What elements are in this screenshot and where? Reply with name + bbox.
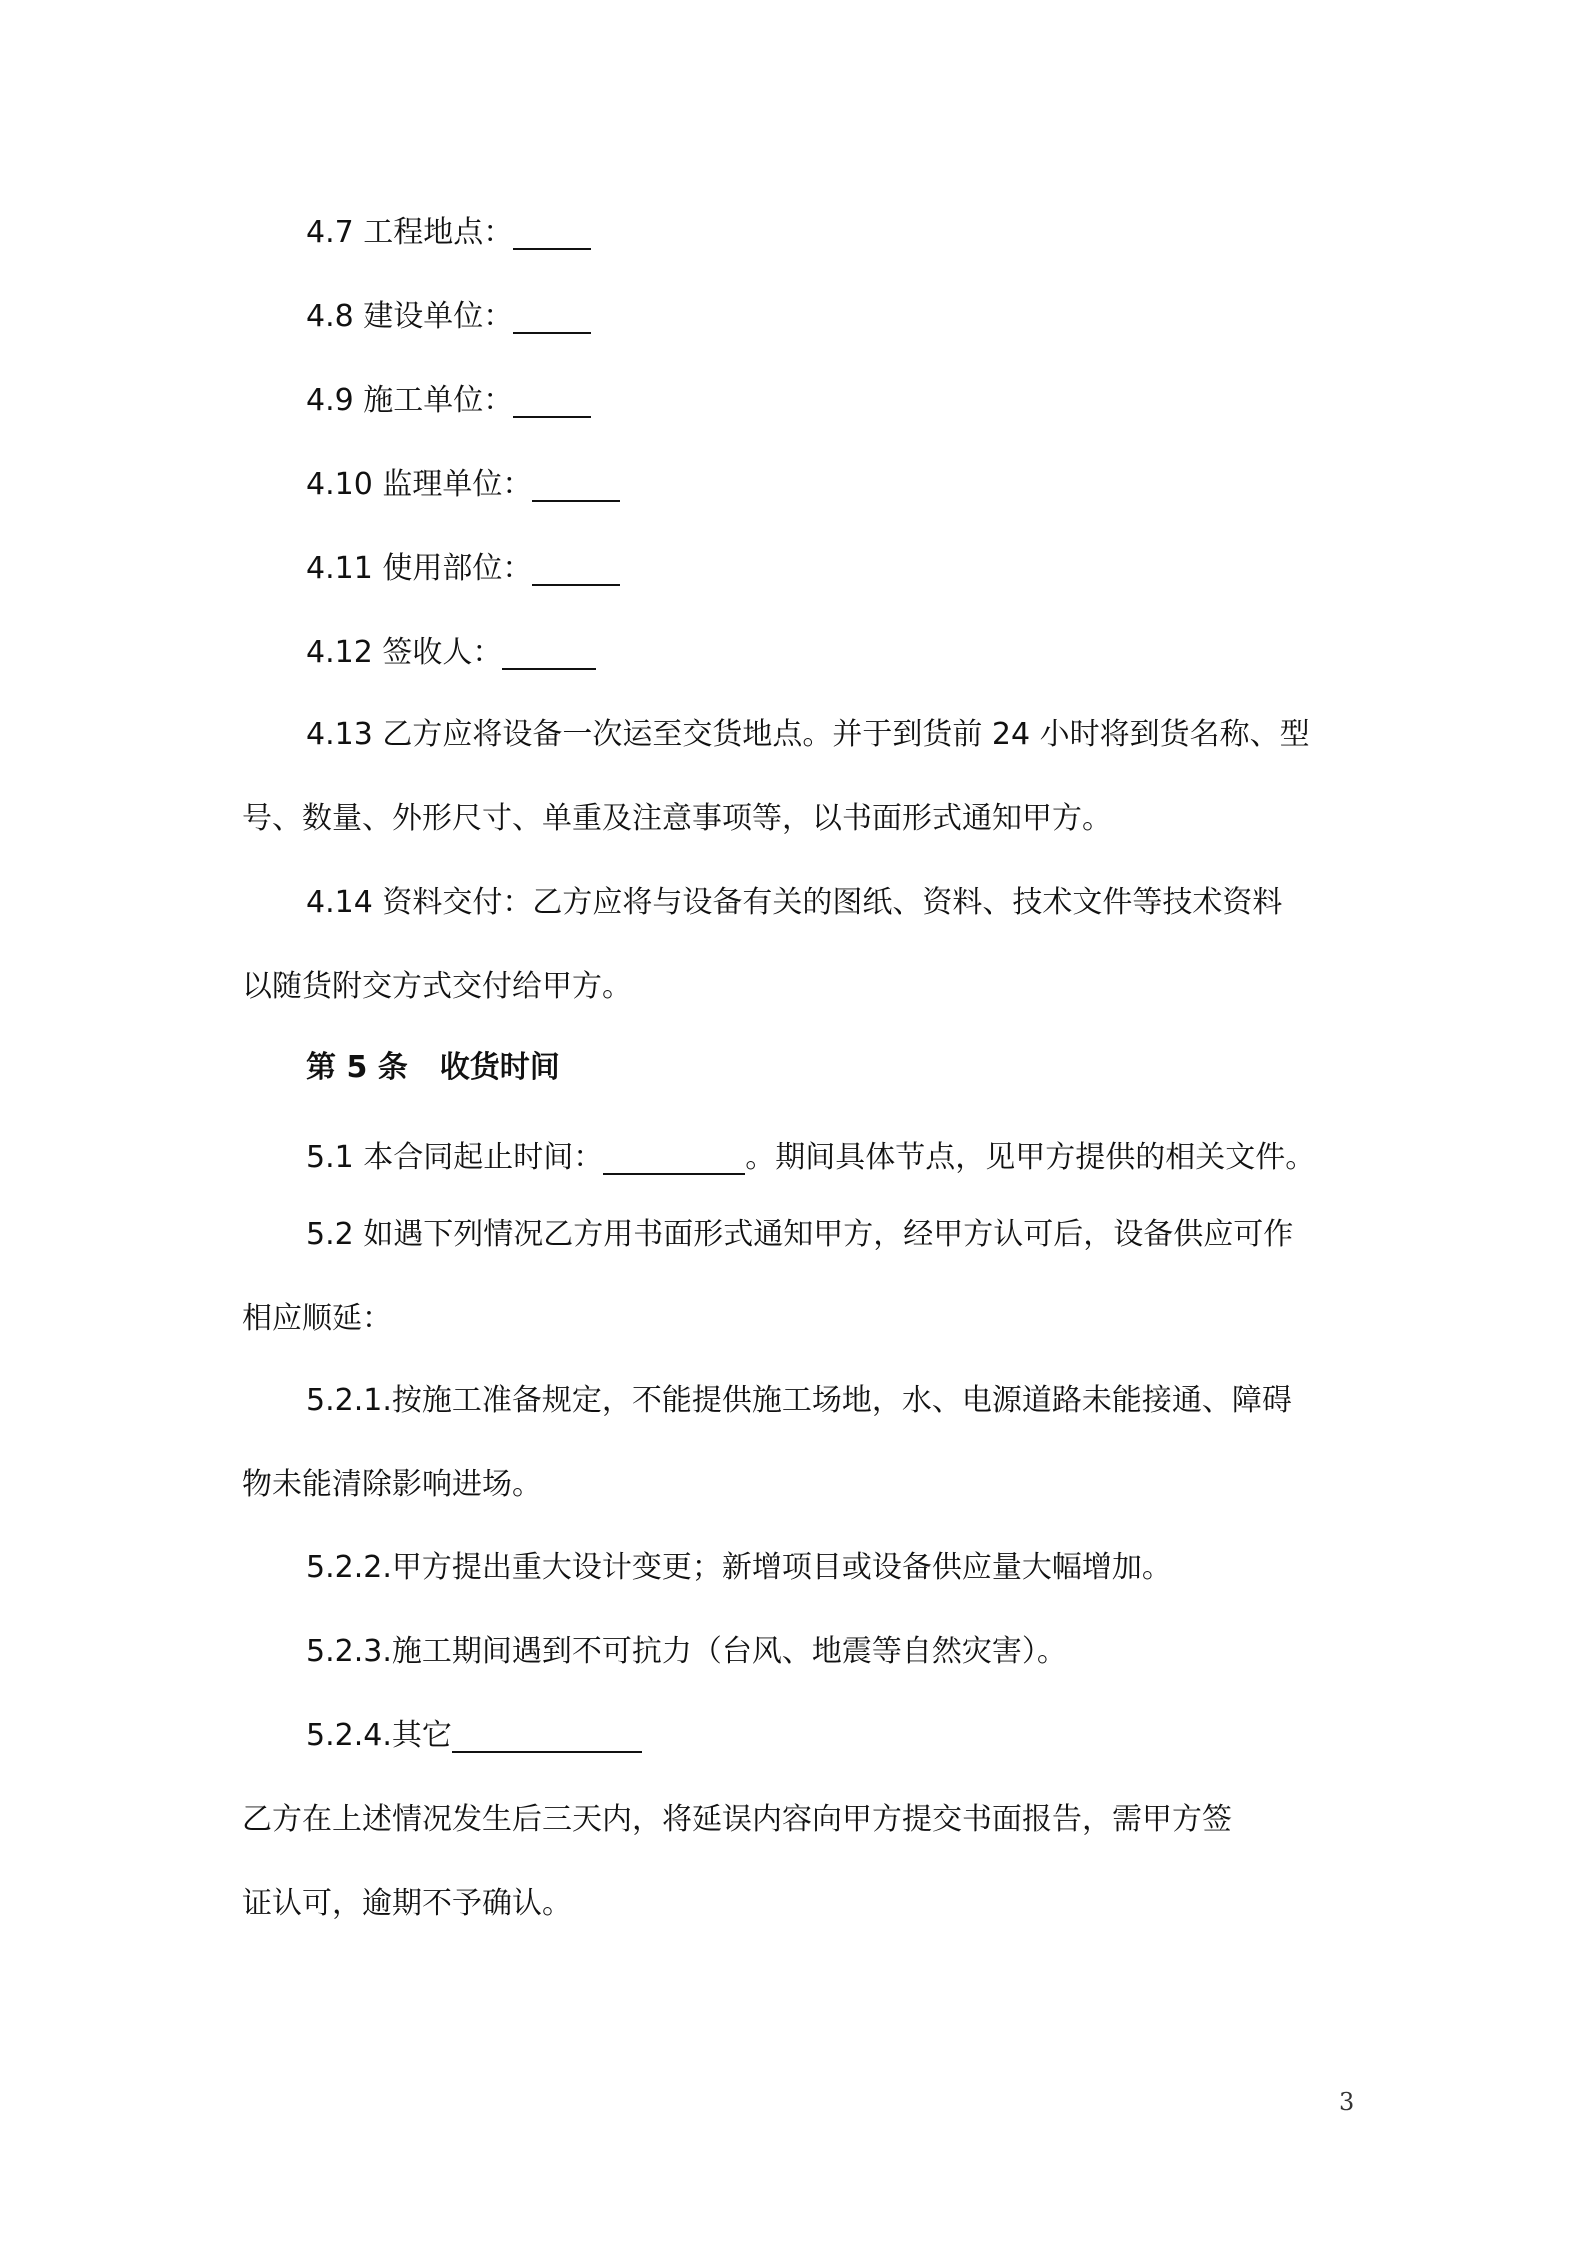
paragraph-line: 5.2 如遇下列情况乙方用书面形式通知甲方，经甲方认可后，设备供应可作 bbox=[306, 1217, 1294, 1252]
item-5-1-label: 5.1 本合同起止时间： bbox=[306, 1140, 604, 1175]
paragraph-line: 物未能清除影响进场。 bbox=[242, 1467, 542, 1502]
section-number: 第 5 条 bbox=[306, 1050, 408, 1085]
paragraph-line: 4.14 资料交付：乙方应将与设备有关的图纸、资料、技术文件等技术资料 bbox=[306, 885, 1283, 920]
paragraph-line: 相应顺延： bbox=[242, 1301, 392, 1336]
blank-field bbox=[452, 1721, 642, 1753]
item-4-8 bbox=[306, 299, 591, 334]
item-5-2-4-label: 5.2.4.其它 bbox=[306, 1718, 452, 1753]
paragraph-line: 乙方在上述情况发生后三天内，将延误内容向甲方提交书面报告，需甲方签 bbox=[242, 1802, 1232, 1837]
section-title: 收货时间 bbox=[439, 1050, 560, 1085]
item-4-8-label: 4.8 建设单位： bbox=[306, 299, 514, 334]
paragraph-line: 证认可，逾期不予确认。 bbox=[242, 1886, 572, 1921]
paragraph-line: 5.2.3.施工期间遇到不可抗力（台风、地震等自然灾害）。 bbox=[306, 1634, 1067, 1669]
item-5-1 bbox=[306, 1140, 1316, 1175]
blank-field bbox=[603, 1143, 745, 1175]
paragraph-line: 5.2.2.甲方提出重大设计变更；新增项目或设备供应量大幅增加。 bbox=[306, 1550, 1172, 1585]
page-number: 3 bbox=[1339, 2088, 1355, 2116]
blank-field bbox=[532, 470, 620, 502]
section-heading bbox=[306, 1050, 560, 1085]
blank-field bbox=[513, 302, 591, 334]
item-4-10-label: 4.10 监理单位： bbox=[306, 467, 533, 502]
paragraph-line: 5.2.1.按施工准备规定，不能提供施工场地，水、电源道路未能接通、障碍 bbox=[306, 1383, 1292, 1418]
item-4-12 bbox=[306, 635, 596, 670]
item-4-7 bbox=[306, 215, 591, 250]
blank-field bbox=[502, 638, 596, 670]
item-4-9-label: 4.9 施工单位： bbox=[306, 383, 514, 418]
item-4-10 bbox=[306, 467, 620, 502]
item-5-1-rest: 。期间具体节点，见甲方提供的相关文件。 bbox=[745, 1140, 1316, 1175]
blank-field bbox=[513, 218, 591, 250]
blank-field bbox=[532, 554, 620, 586]
item-4-9 bbox=[306, 383, 591, 418]
paragraph-line: 号、数量、外形尺寸、单重及注意事项等，以书面形式通知甲方。 bbox=[242, 801, 1112, 836]
paragraph-line: 4.13 乙方应将设备一次运至交货地点。并于到货前 24 小时将到货名称、型 bbox=[306, 717, 1310, 752]
item-4-7-label: 4.7 工程地点： bbox=[306, 215, 514, 250]
item-5-2-4 bbox=[306, 1718, 642, 1753]
blank-field bbox=[513, 386, 591, 418]
item-4-12-label: 4.12 签收人： bbox=[306, 635, 503, 670]
item-4-11-label: 4.11 使用部位： bbox=[306, 551, 533, 586]
item-4-11 bbox=[306, 551, 620, 586]
paragraph-line: 以随货附交方式交付给甲方。 bbox=[242, 969, 632, 1004]
